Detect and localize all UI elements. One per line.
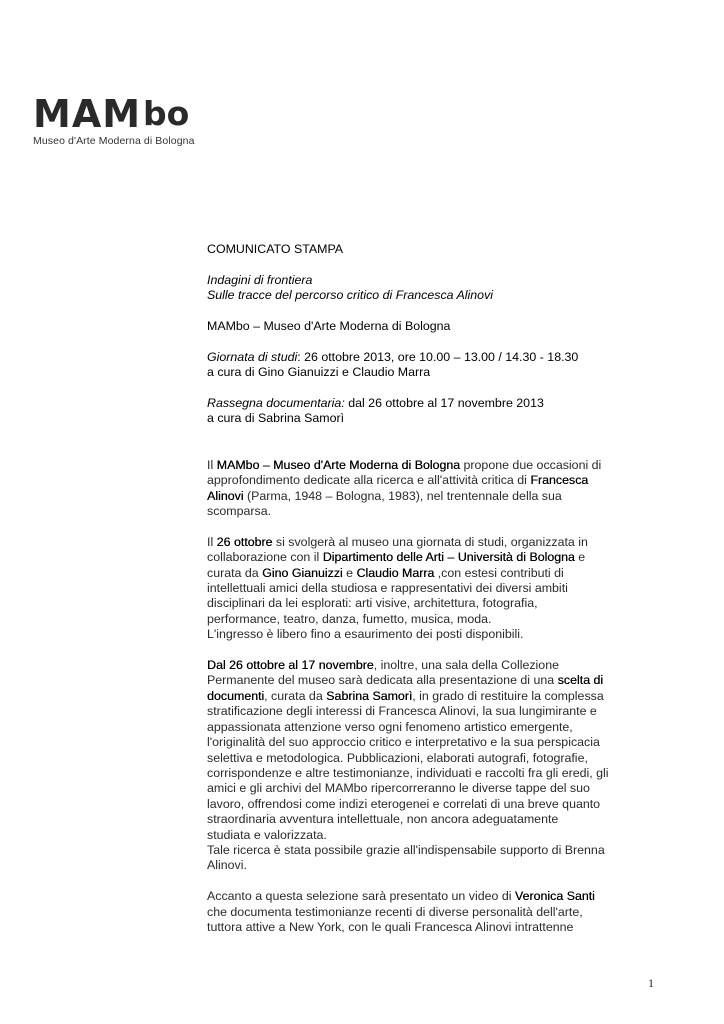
text-line: Il MAMbo – Museo d'Arte Moderna di Bologna propone due occasioni di [207,457,602,472]
venue-line: MAMbo – Museo d'Arte Moderna di Bologna [207,319,451,333]
paragraph-1 [207,458,647,520]
press-release-label: COMUNICATO STAMPA [207,242,344,256]
text-line: corrispondenze e altre testimonianze, individuati e raccolti fra gli eredi, gli [207,765,609,780]
mambo-logo [33,94,195,147]
text-line: collaborazione con il Dipartimento delle Arti – Università di Bologna e [207,550,586,565]
text-line: straordinaria avventura intellettuale, non ancora adeguatamente [207,812,559,827]
documentary-label: Rassegna documentaria: [207,396,345,410]
text-line: performance, teatro, danza, fumetto, musica, moda. [207,611,492,626]
paragraph-2 [207,535,647,643]
text-line: lavoro, offrendosi come indizi eterogenei e correlati di una breve quanto [207,796,601,811]
text-line: appassionata attenzione verso ogni fenomeno artistico emergente, [207,719,573,734]
title-line-2: Sulle tracce del percorso critico di Francesca Alinovi [207,288,494,303]
documentary-curator: a cura di Sabrina Samorì [207,411,345,426]
text-line: Tale ricerca è stata possibile grazie all'indispensabile supporto di Brenna [207,842,605,857]
study-day-detail: : 26 ottobre 2013, ore 10.00 – 13.00 / 14.30 - 18.30 [297,349,579,364]
text-line: L'ingresso è libero fino a esaurimento dei posti disponibili. [207,627,524,642]
text-line: Dal 26 ottobre al 17 novembre, inoltre, una sala della Collezione [207,658,559,673]
text-line: Permanente del museo sarà dedicata alla presentazione di una scelta di [207,673,604,688]
text-line: disciplinari da lei esplorati: arti visive, architettura, fotografia, [207,596,538,611]
paragraph-3 [207,658,647,874]
text-line: curata da Gino Gianuizzi e Claudio Marra ,con estesi contributi di [207,565,564,580]
logo-wordmark-lower: bo [143,94,190,133]
text-line: selettiva e metodologica. Pubblicazioni, elaborati autografi, fotografie, [207,750,588,765]
text-line: Accanto a questa selezione sarà presentato un video di Veronica Santi [207,889,595,904]
text-line: studiata e valorizzata. [207,827,327,842]
text-line: scomparsa. [207,504,272,519]
logo-subtitle: Museo d'Arte Moderna di Bologna [33,135,195,147]
text-line: Alinovi (Parma, 1948 – Bologna, 1983), nel trentennale della sua [207,488,562,503]
text-line: tuttora attive a New York, con le quali Francesca Alinovi intrattenne [207,919,574,934]
logo-wordmark [33,94,195,134]
text-line: che documenta testimonianze recenti di diverse personalità dell'arte, [207,904,583,919]
text-line: l'originalità del suo approccio critico e interpretativo e la sua perspicacia [207,735,600,750]
study-day-line [207,350,647,365]
logo-wordmark-upper: MAM [33,92,142,136]
text-line: intellettuali amici della studiosa e rappresentativi dei diversi ambiti [207,581,568,596]
text-line: documenti, curata da Sabrina Samorì, in grado di restituire la complessa [207,688,604,703]
text-line: Alinovi. [207,858,247,873]
documentary-line [207,396,647,411]
text-line: amici e gli archivi del MAMbo ripercorreranno le diverse tappe del suo [207,781,590,796]
press-release-body [207,242,647,935]
title-line-1: Indagini di frontiera [207,272,313,287]
page-number: 1 [648,976,654,990]
text-line: Il 26 ottobre si svolgerà al museo una giornata di studi, organizzata in [207,534,588,549]
study-day-label: Giornata di studi [207,349,298,364]
text-line: stratificazione degli interessi di Francesca Alinovi, la sua lungimirante e [207,704,597,719]
documentary-detail: dal 26 ottobre al 17 novembre 2013 [344,396,544,410]
study-day-curators: a cura di Gino Gianuizzi e Claudio Marra [207,365,431,380]
text-line: approfondimento dedicate alla ricerca e all'attività critica di Francesca [207,473,589,488]
paragraph-4 [207,889,647,935]
